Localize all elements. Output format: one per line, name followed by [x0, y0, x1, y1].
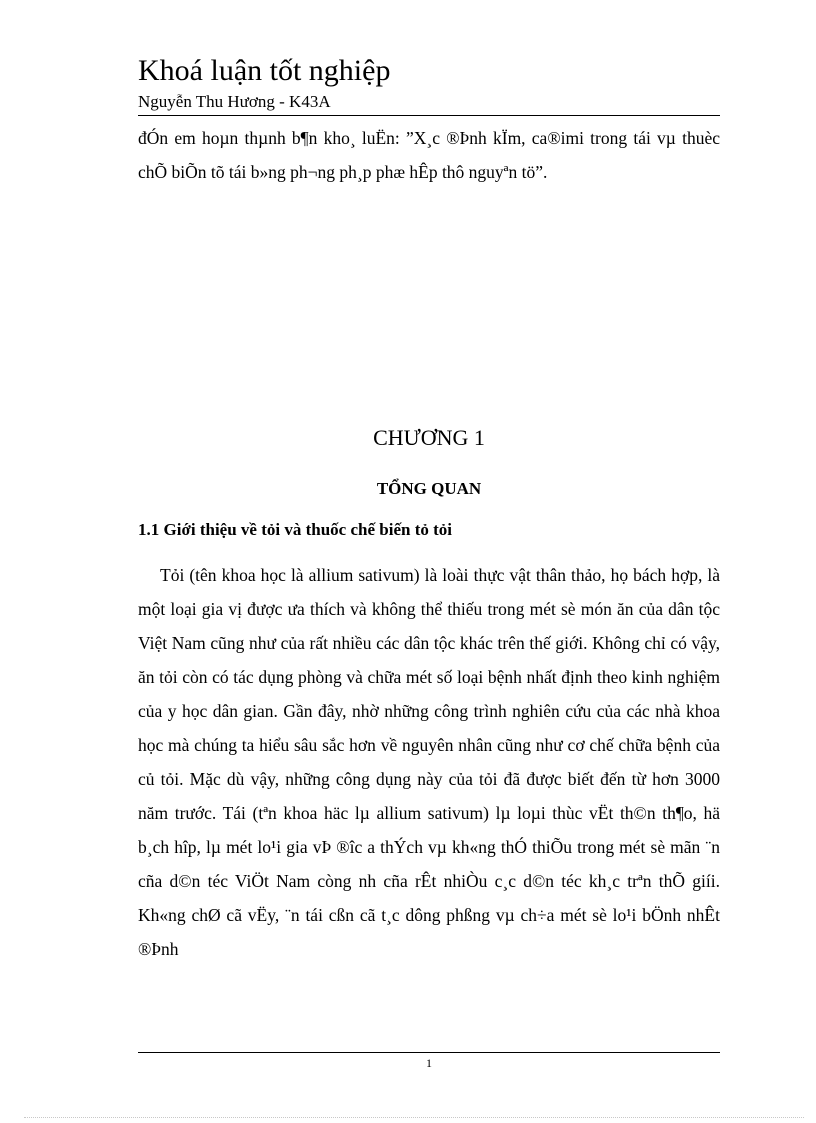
header-title: Khoá luận tốt nghiệp	[138, 54, 391, 87]
chapter-subtitle: TỔNG QUAN	[376, 479, 482, 498]
page-boundary	[24, 1117, 804, 1118]
header-author: Nguyễn Thu Hương - K43A	[138, 92, 331, 111]
header-divider	[138, 115, 720, 116]
main-paragraph: Tỏi (tên khoa học là allium sativum) là loài thực vật thân thảo, họ bách hợp, là một loại gia vị được ưa thích và không thể thiếu trong mét sè món ăn của dân tộc Việt Nam cũng như của rất nhiều các dân tộc khác trên thế giới. Không chỉ có vậy, ăn tỏi còn có tác dụng phòng và chữa mét số loại bệnh nhất định theo kinh nghiệm của y học dân gian. Gần đây, nhờ những công trình nghiên cứu của các nhà khoa học mà chúng ta hiểu sâu sắc hơn về nguyên nhân cũng như cơ chế chữa bệnh của củ tỏi. Mặc dù vậy, những công dụng này của tỏi đã được biết đến từ hơn 3000 năm trước. Tái (tªn khoa häc lµ allium sativum) lµ loµi thùc vËt th©n th¶o, hä b¸ch hîp, lµ mét lo¹i gia vÞ ®îc a thÝch vµ kh«ng thÓ thiÕu trong mét sè mãn ¨n cña d©n téc ViÖt Nam còng nh cña rÊt nhiÒu c¸c d©n téc kh¸c trªn thÕ giíi. Kh«ng chØ cã vËy, ¨n tái cßn cã t¸c dông phßng vµ ch÷a mét sè lo¹i bÖnh nhÊt ®Þnh	[138, 565, 720, 959]
section-heading: 1.1 Giới thiệu về tỏi và thuốc chế biến tỏ tỏi	[138, 520, 452, 539]
footer-divider	[138, 1052, 720, 1053]
chapter-title: CHƯƠNG 1	[373, 425, 485, 450]
page-number: 1	[426, 1056, 432, 1070]
intro-paragraph: đÓn em hoµn thµnh b¶n kho¸ luËn: ”X¸c ®Þnh kÏm, ca®imi trong tái vµ thuèc chÕ biÕn tõ tái b»ng ph¬ng ph¸p phæ hÊp thô nguyªn tö”.	[138, 128, 720, 182]
